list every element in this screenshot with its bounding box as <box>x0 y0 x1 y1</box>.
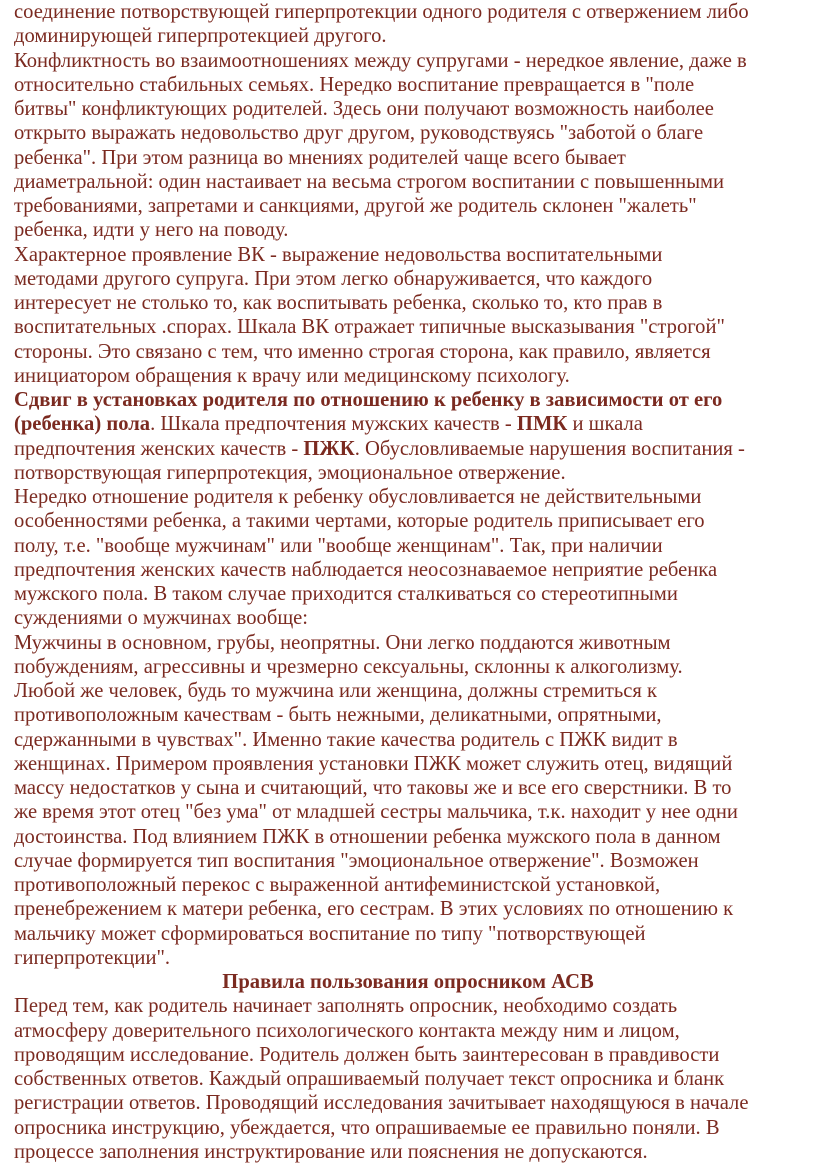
text-line: мужского пола. В таком случае приходится сталкиваться со стереотипными <box>14 583 678 605</box>
text-line: относительно стабильных семьях. Нередко воспитание превращается в "поле <box>14 73 695 96</box>
text-line: противоположным качествам - быть нежными, деликатными, опрятными, <box>14 704 662 727</box>
pmk-abbrev: ПМК <box>516 413 568 436</box>
text-line: массу недостатков у сына и считающий, что таковы же и все его сверстники. В то <box>14 777 732 799</box>
text-line: собственных ответов. Каждый опрашиваемый получает текст опросника и бланк <box>14 1068 725 1090</box>
text-line: полу, т.е. "вообще мужчинам" или "вообще женщинам". Так, при наличии <box>14 534 663 557</box>
text-line: потворствующая гиперпротекция, эмоциональное отвержение. <box>14 461 566 484</box>
text-line: доминирующей гиперпротекцией другого. <box>14 25 387 48</box>
text-line: сдержанными в чувствах". Именно такие качества родитель с ПЖК видит в <box>14 728 678 751</box>
text-line: особенностями ребенка, а такими чертами, которые родитель приписывает его <box>14 510 705 533</box>
text-line: интересует не столько то, как воспитывать ребенка, сколько то, кто прав в <box>14 292 663 314</box>
text-line: суждениями о мужчинах вообще: <box>14 607 309 630</box>
text-line: Конфликтность во взаимоотношениях между супругами - нередкое явление, даже в <box>14 49 747 72</box>
text-line: ребенка". При этом разница во мнениях родителей чаще всего бывает <box>14 146 626 169</box>
text-line: процессе заполнения инструктирование или пояснения не допускаются. <box>14 1140 648 1163</box>
text-line: открыто выражать недовольство друг другом, руководствуясь "заботой о благе <box>14 122 704 145</box>
text-span: . Обусловливаемые нарушения воспитания - <box>354 437 745 460</box>
text-span: предпочтения женских качеств - <box>14 437 304 460</box>
text-line: противоположный перекос с выраженной антифеминистской установкой, <box>14 874 661 896</box>
text-line: битвы" конфликтующих родителей. Здесь они получают возможность наиболее <box>14 98 714 120</box>
text-line: достоинства. Под влиянием ПЖК в отношении ребенка мужского пола в данном <box>14 825 721 848</box>
text-line: диаметральной: один настаивает на весьма строгом воспитании с повышенными <box>14 170 725 193</box>
text-line: соединение потворствующей гиперпротекции одного родителя с отвержением либо <box>14 1 749 23</box>
text-line: мальчику может сформироваться воспитание по типу "потворствующей <box>14 922 646 945</box>
text-line: побуждениям, агрессивны и чрезмерно сексуальны, склонны к алкоголизму. <box>14 655 683 678</box>
text-line: же время этот отец "без ума" от младшей сестры мальчика, т.к. находит у нее одни <box>14 801 738 824</box>
text-line: регистрации ответов. Проводящий исследования зачитывает находящуюся в начале <box>14 1092 749 1115</box>
text-span: . Шкала предпочтения мужских качеств - <box>150 413 517 436</box>
text-line: атмосферу доверительного психологического контакта между ним и лицом, <box>14 1019 680 1042</box>
text-line: случае формируется тип воспитания "эмоциональное отвержение". Возможен <box>14 849 699 872</box>
text-line: Любой же человек, будь то мужчина или женщина, должны стремиться к <box>14 680 657 702</box>
text-line: воспитательных .спорах. Шкала ВК отражает типичные высказывания "строгой" <box>14 316 725 339</box>
text-span: и шкала <box>567 413 643 436</box>
text-block-2 <box>14 388 816 970</box>
text-block-3 <box>14 994 816 1164</box>
text-line: гиперпротекции". <box>14 946 171 969</box>
text-line: пренебрежением к матери ребенка, его сестрам. В этих условиях по отношению к <box>14 898 734 921</box>
pzhk-abbrev: ПЖК <box>303 437 355 460</box>
bold-heading-text: (ребенка) пола <box>14 413 151 436</box>
text-line: опросника инструкцию, убеждается, что опрашиваемые ее правильно поняли. В <box>14 1116 720 1139</box>
text-line: ребенка, идти у него на поводу. <box>14 219 289 242</box>
text-line: предпочтения женских качеств наблюдается неосознаваемое неприятие ребенка <box>14 558 718 581</box>
text-line: Мужчины в основном, грубы, неопрятны. Они легко поддаются животным <box>14 631 671 654</box>
text-line: женщинах. Примером проявления установки ПЖК может служить отец, видящий <box>14 752 733 775</box>
text-line: Перед тем, как родитель начинает заполнять опросник, необходимо создать <box>14 995 678 1018</box>
mixed-line <box>14 412 816 436</box>
text-line: инициатором обращения к врачу или медицинскому психологу. <box>14 364 570 387</box>
mixed-line <box>14 437 816 461</box>
text-block-1 <box>14 0 816 388</box>
text-line: Характерное проявление ВК - выражение недовольства воспитательными <box>14 243 663 266</box>
text-line: проводящим исследование. Родитель должен быть заинтересован в правдивости <box>14 1043 720 1066</box>
section-title: Правила пользования опросником АСВ <box>222 971 594 993</box>
text-line: требованиями, запретами и санкциями, другой же родитель склонен "жалеть" <box>14 195 697 217</box>
bold-heading-line: Сдвиг в установках родителя по отношению к ребенку в зависимости от его <box>14 389 723 411</box>
text-line: Нередко отношение родителя к ребенку обусловливается не действительными <box>14 486 702 508</box>
text-line: стороны. Это связано с тем, что именно строгая сторона, как правило, является <box>14 340 711 363</box>
text-line: методами другого супруга. При этом легко обнаруживается, что каждого <box>14 267 653 290</box>
